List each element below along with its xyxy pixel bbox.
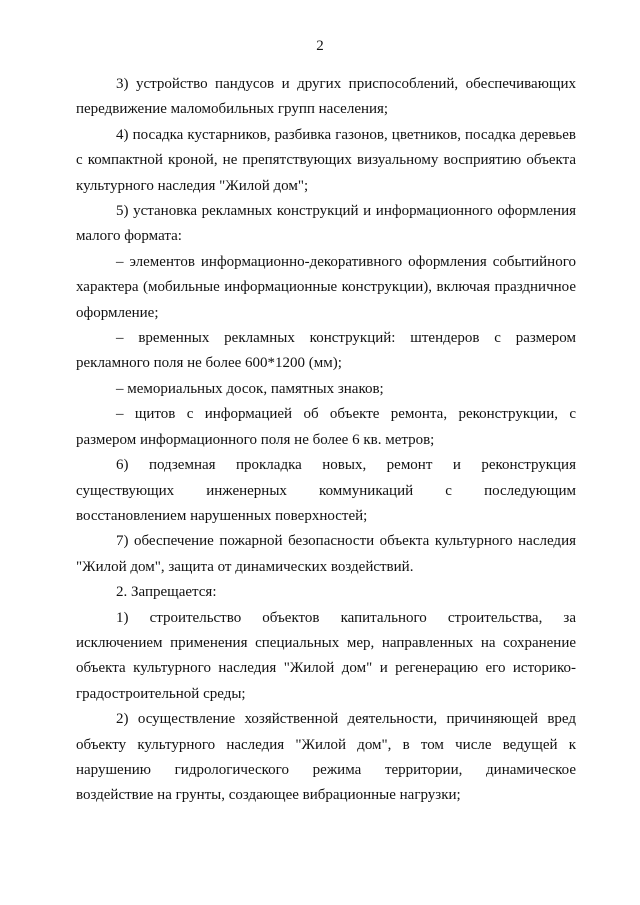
prohibited-item-2: 2) осуществление хозяйственной деятельности, причиняющей вред объекту культурного наследия "Жилой дом", в том числе ведущей к нарушению гидрологического режима территории, динамическое воздействие на грунты, создающее вибрационные нагрузки; <box>76 711 576 804</box>
section-heading-prohibited: 2. Запрещается: <box>116 584 217 601</box>
paragraph-subitem-decorative: – элементов информационно-декоративного оформления событийного характера (мобильные информационные конструкции), включая праздничное оформление; <box>76 253 576 321</box>
paragraph-item-4: 4) посадка кустарников, разбивка газонов, цветников, посадка деревьев с компактной кроной, не препятствующих визуальному восприятию объекта культурного наследия "Жилой дом"; <box>76 126 576 194</box>
paragraph-subitem-info-boards: – щитов с информацией об объекте ремонта, реконструкции, с размером информационного поля не более 6 кв. метров; <box>76 406 576 448</box>
paragraph-item-3: 3) устройство пандусов и других приспособлений, обеспечивающих передвижение маломобильных групп населения; <box>76 76 576 118</box>
prohibited-item-1: 1) строительство объектов капитального строительства, за исключением применения специальных мер, направленных на сохранение объекта культурного наследия "Жилой дом" и регенерацию его историко-градостроительной среды; <box>76 609 576 702</box>
paragraph-subitem-memorial-plaques: – мемориальных досок, памятных знаков; <box>116 380 384 397</box>
paragraph-item-5: 5) установка рекламных конструкций и информационного оформления малого формата: <box>76 203 576 245</box>
paragraph-subitem-temporary-ads: – временных рекламных конструкций: штендеров с размером рекламного поля не более 600*1200 (мм); <box>76 330 576 372</box>
paragraph-item-6: 6) подземная прокладка новых, ремонт и реконструкция существующих инженерных коммуникаций с последующим восстановлением нарушенных поверхностей; <box>76 457 576 524</box>
page-number: 2 <box>316 38 324 54</box>
paragraph-item-7: 7) обеспечение пожарной безопасности объекта культурного наследия "Жилой дом", защита от динамических воздействий. <box>76 533 576 575</box>
document-body <box>76 72 576 809</box>
